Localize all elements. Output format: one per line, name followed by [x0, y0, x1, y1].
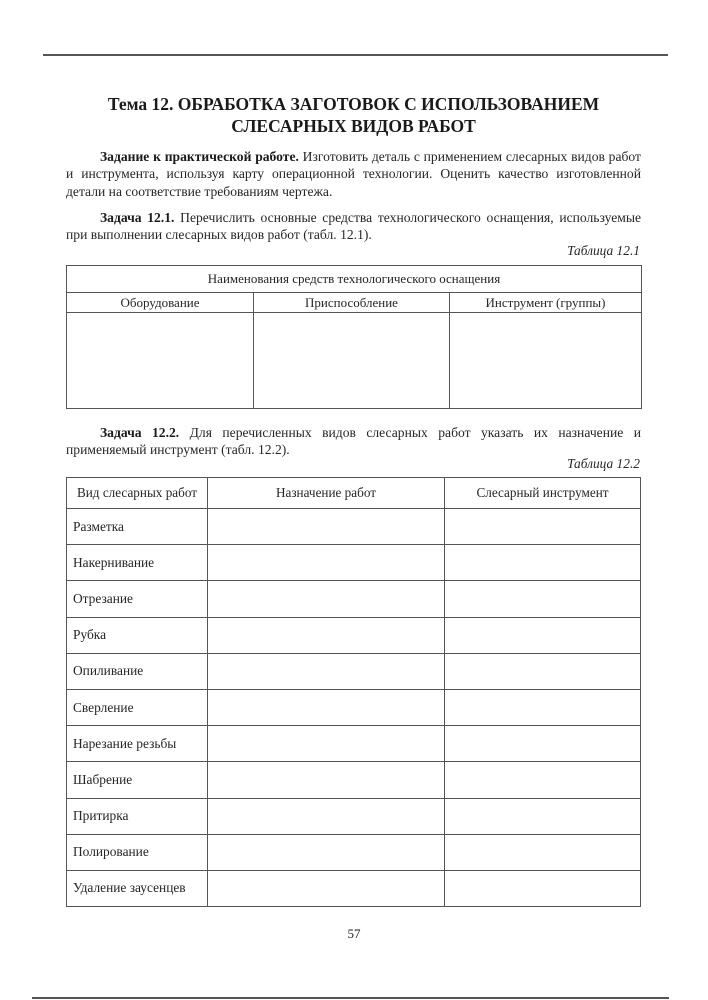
purpose-cell[interactable] — [208, 617, 445, 653]
task-12-1-paragraph — [66, 209, 641, 244]
purpose-cell[interactable] — [208, 689, 445, 725]
table-row — [67, 581, 641, 617]
purpose-cell[interactable] — [208, 762, 445, 798]
table-12-2 — [66, 477, 641, 907]
assignment-text: Изготовить деталь с применением слесарных видов работ и инструмента, используя карту операционной технологии. Оценить качество изготовленной детали на соответствие требованиям чертежа. — [66, 149, 641, 199]
purpose-cell[interactable] — [208, 545, 445, 581]
page-number: 57 — [347, 926, 361, 941]
title-line-1: Тема 12. ОБРАБОТКА ЗАГОТОВОК С ИСПОЛЬЗОВАНИЕМ — [107, 94, 600, 114]
purpose-cell[interactable] — [208, 798, 445, 834]
task-12-1-label: Задача 12.1. — [100, 210, 175, 225]
tools-cell[interactable] — [450, 313, 642, 409]
table-12-1-column-headers — [67, 293, 642, 313]
instrument-cell[interactable] — [445, 726, 641, 762]
table-row — [67, 545, 641, 581]
instrument-cell[interactable] — [445, 617, 641, 653]
table-12-2-header-row — [67, 478, 641, 509]
table-row — [67, 834, 641, 870]
kind-cell: Притирка — [67, 798, 208, 834]
table-row — [67, 509, 641, 545]
column-header-work-type: Вид слесарных работ — [67, 478, 208, 509]
kind-cell: Опиливание — [67, 653, 208, 689]
kind-cell: Накернивание — [67, 545, 208, 581]
fixtures-cell[interactable] — [254, 313, 450, 409]
table-row — [67, 653, 641, 689]
task-12-2-paragraph — [66, 424, 641, 459]
bottom-rule — [32, 997, 669, 999]
table-row — [67, 313, 642, 409]
table-12-1-header-row — [67, 266, 642, 293]
instrument-cell[interactable] — [445, 545, 641, 581]
purpose-cell[interactable] — [208, 653, 445, 689]
instrument-cell[interactable] — [445, 798, 641, 834]
purpose-cell[interactable] — [208, 509, 445, 545]
kind-cell: Удаление заусенцев — [67, 870, 208, 906]
kind-cell: Разметка — [67, 509, 208, 545]
instrument-cell[interactable] — [445, 509, 641, 545]
kind-cell: Сверление — [67, 689, 208, 725]
table-12-1-header: Наименования средств технологического оснащения — [67, 266, 642, 293]
kind-cell: Нарезание резьбы — [67, 726, 208, 762]
kind-cell: Полирование — [67, 834, 208, 870]
table-row — [67, 870, 641, 906]
instrument-cell[interactable] — [445, 870, 641, 906]
title-line-2: СЛЕСАРНЫХ ВИДОВ РАБОТ — [231, 116, 476, 136]
instrument-cell[interactable] — [445, 834, 641, 870]
table-12-1 — [66, 265, 642, 409]
task-12-2-text: Для перечисленных видов слесарных работ указать их назначение и применяемый инструмент (табл. 12.2). — [66, 425, 641, 458]
kind-cell: Шабрение — [67, 762, 208, 798]
kind-cell: Отрезание — [67, 581, 208, 617]
table-12-1-caption: Таблица 12.1 — [567, 243, 640, 258]
instrument-cell[interactable] — [445, 689, 641, 725]
purpose-cell[interactable] — [208, 581, 445, 617]
table-row — [67, 798, 641, 834]
instrument-cell[interactable] — [445, 762, 641, 798]
table-row — [67, 726, 641, 762]
column-header-fixtures: Приспособление — [254, 293, 450, 313]
purpose-cell[interactable] — [208, 726, 445, 762]
column-header-instrument: Слесарный инструмент — [445, 478, 641, 509]
instrument-cell[interactable] — [445, 653, 641, 689]
table-12-2-caption: Таблица 12.2 — [567, 456, 640, 471]
purpose-cell[interactable] — [208, 834, 445, 870]
table-row — [67, 762, 641, 798]
page-title — [66, 93, 641, 137]
assignment-paragraph — [66, 148, 641, 200]
table-12-2-body — [67, 509, 641, 907]
column-header-tools: Инструмент (группы) — [450, 293, 642, 313]
table-row — [67, 689, 641, 725]
purpose-cell[interactable] — [208, 870, 445, 906]
kind-cell: Рубка — [67, 617, 208, 653]
column-header-purpose: Назначение работ — [208, 478, 445, 509]
instrument-cell[interactable] — [445, 581, 641, 617]
top-rule — [43, 54, 668, 56]
table-row — [67, 617, 641, 653]
task-12-1-text: Перечислить основные средства технологического оснащения, используемые при выполнении слесарных видов работ (табл. 12.1). — [66, 210, 642, 243]
task-12-2-label: Задача 12.2. — [100, 425, 180, 440]
assignment-label: Задание к практической работе. — [100, 149, 299, 164]
equipment-cell[interactable] — [67, 313, 254, 409]
column-header-equipment: Оборудование — [67, 293, 254, 313]
